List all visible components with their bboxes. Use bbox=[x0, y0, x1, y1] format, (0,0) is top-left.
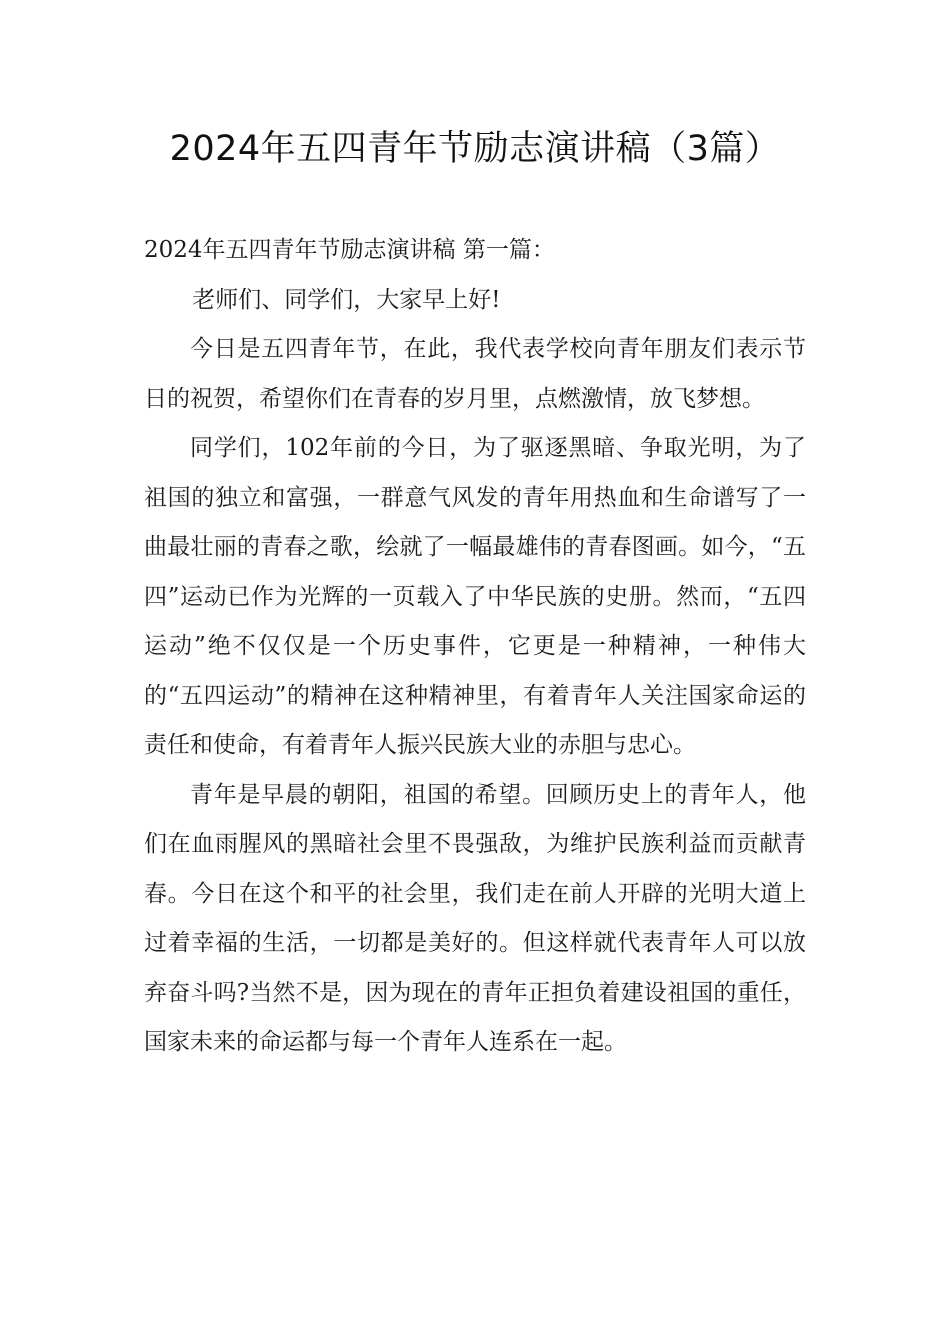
section-heading: 2024年五四青年节励志演讲稿 第一篇： bbox=[144, 237, 555, 263]
paragraph-1: 今日是五四青年节，在此，我代表学校向青年朋友们表示节日的祝贺，希望你们在青春的岁月里，点燃激情，放飞梦想。 bbox=[144, 336, 806, 412]
document-body bbox=[144, 226, 806, 1068]
paragraph-3: 青年是早晨的朝阳，祖国的希望。回顾历史上的青年人，他们在血雨腥风的黑暗社会里不畏强敌，为维护民族利益而贡献青春。今日在这个和平的社会里，我们走在前人开辟的光明大道上过着幸福的生活，一切都是美好的。但这样就代表青年人可以放弃奋斗吗?当然不是，因为现在的青年正担负着建设祖国的重任，国家未来的命运都与每一个青年人连系在一起。 bbox=[144, 781, 806, 1055]
document-title: 2024年五四青年节励志演讲稿（3篇） bbox=[169, 129, 781, 169]
paragraph-greeting: 老师们、同学们，大家早上好! bbox=[192, 286, 501, 313]
paragraph-2: 同学们，102年前的今日，为了驱逐黑暗、争取光明，为了祖国的独立和富强，一群意气风发的青年用热血和生命谱写了一曲最壮丽的青春之歌，绘就了一幅最雄伟的青春图画。如今，“五四”运动已作为光辉的一页载入了中华民族的史册。然而，“五四运动”绝不仅仅是一个历史事件，它更是一种精神，一种伟大的“五四运动”的精神在这种精神里，有着青年人关注国家命运的责任和使命，有着青年人振兴民族大业的赤胆与忠心。 bbox=[144, 435, 806, 758]
